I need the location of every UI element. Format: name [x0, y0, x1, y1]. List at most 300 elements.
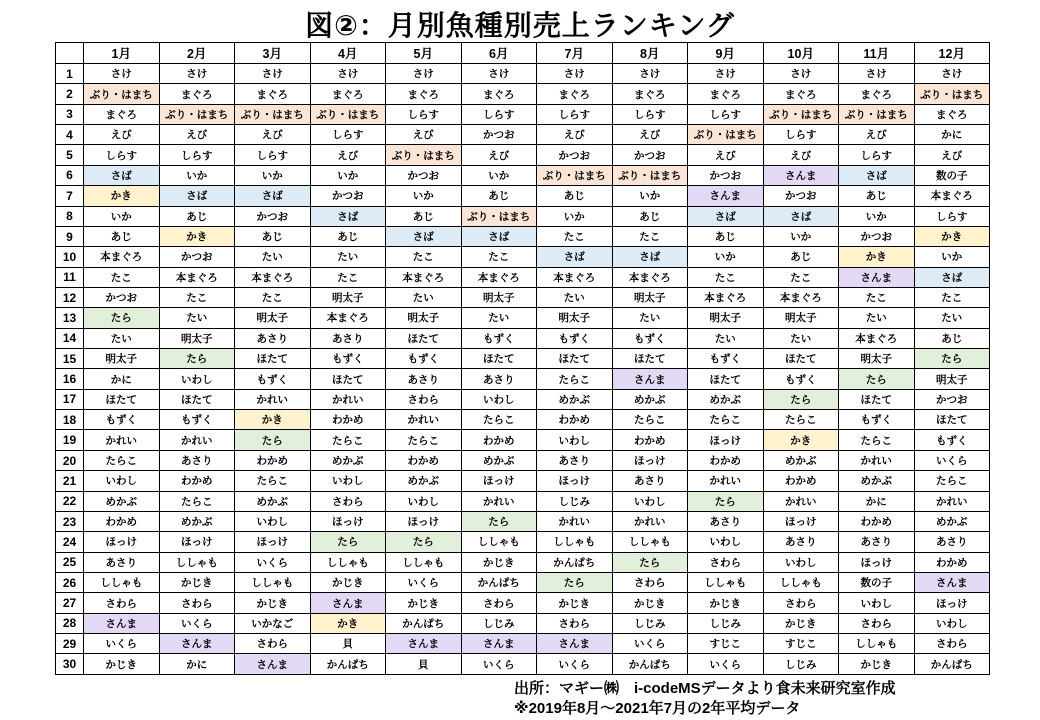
table-row [56, 186, 990, 206]
species-cell: ほっけ [310, 511, 386, 531]
species-cell: さわら [839, 613, 915, 633]
species-cell: ししゃも [537, 532, 613, 552]
species-cell: たらこ [537, 369, 613, 389]
species-cell: えび [537, 125, 613, 145]
rank-cell: 18 [56, 410, 84, 430]
species-cell: かつお [763, 186, 839, 206]
species-cell: 明太子 [386, 308, 462, 328]
species-cell: めかぶ [235, 491, 311, 511]
species-cell: かつお [612, 145, 688, 165]
species-cell: たい [386, 287, 462, 307]
species-cell: いわし [310, 471, 386, 491]
species-cell: かつお [839, 226, 915, 246]
species-cell: いくら [386, 572, 462, 592]
species-cell: めかぶ [537, 389, 613, 409]
species-cell: さば [159, 186, 235, 206]
rank-cell: 27 [56, 593, 84, 613]
species-cell: いか [612, 186, 688, 206]
species-cell: さけ [763, 64, 839, 84]
species-cell: ほたて [159, 389, 235, 409]
table-row [56, 552, 990, 572]
species-cell: たら [537, 572, 613, 592]
species-cell: かじき [688, 593, 764, 613]
table-row [56, 410, 990, 430]
species-cell: えび [235, 125, 311, 145]
species-cell: さんま [763, 165, 839, 185]
species-cell: いわし [84, 471, 160, 491]
rank-cell: 1 [56, 64, 84, 84]
species-cell: さんま [914, 572, 990, 592]
species-cell: たこ [159, 287, 235, 307]
species-cell: さわら [914, 634, 990, 654]
species-cell: ほっけ [839, 552, 915, 572]
source-text: 出所：マギー㈱ i-codeMSデータより食未来研究室作成 [514, 680, 896, 697]
species-cell: まぐろ [461, 84, 537, 104]
species-cell: ししゃも [310, 552, 386, 572]
species-cell: かき [914, 226, 990, 246]
species-cell: あさり [763, 532, 839, 552]
species-cell: かに [84, 369, 160, 389]
species-cell: 本まぐろ [159, 267, 235, 287]
table-row [56, 267, 990, 287]
species-cell: たこ [914, 287, 990, 307]
species-cell: さんま [386, 634, 462, 654]
species-cell: さば [612, 247, 688, 267]
rank-cell: 10 [56, 247, 84, 267]
species-cell: さんま [537, 634, 613, 654]
species-cell: めかぶ [688, 389, 764, 409]
species-cell: さけ [612, 64, 688, 84]
species-cell: さば [688, 206, 764, 226]
species-cell: かんぱち [461, 572, 537, 592]
rank-cell: 7 [56, 186, 84, 206]
species-cell: あじ [914, 328, 990, 348]
species-cell: いか [839, 206, 915, 226]
species-cell: たこ [763, 267, 839, 287]
species-cell: さんま [839, 267, 915, 287]
species-cell: あじ [461, 186, 537, 206]
species-cell: さわら [235, 634, 311, 654]
species-cell: わかめ [84, 511, 160, 531]
species-cell: たら [763, 389, 839, 409]
species-cell: さんま [235, 654, 311, 675]
species-cell: ほっけ [537, 471, 613, 491]
species-cell: いか [386, 186, 462, 206]
species-cell: しじみ [763, 654, 839, 675]
species-cell: ぶり・はまち [386, 145, 462, 165]
species-cell: しらす [612, 104, 688, 124]
species-cell: さば [763, 206, 839, 226]
species-cell: たこ [537, 226, 613, 246]
species-cell: たこ [612, 226, 688, 246]
species-cell: ほっけ [763, 511, 839, 531]
table-row [56, 369, 990, 389]
species-cell: まぐろ [763, 84, 839, 104]
species-cell: しじみ [461, 613, 537, 633]
species-cell: ほっけ [688, 430, 764, 450]
species-cell: ほたて [763, 349, 839, 369]
month-header: 8月 [612, 43, 688, 64]
species-cell: しじみ [612, 613, 688, 633]
species-cell: わかめ [386, 450, 462, 470]
species-cell: まぐろ [839, 84, 915, 104]
species-cell: 明太子 [159, 328, 235, 348]
species-cell: しらす [84, 145, 160, 165]
species-cell: あさり [537, 450, 613, 470]
species-cell: えび [84, 125, 160, 145]
species-cell: かじき [461, 552, 537, 572]
month-header: 1月 [84, 43, 160, 64]
species-cell: かんぱち [310, 654, 386, 675]
species-cell: たらこ [235, 471, 311, 491]
species-cell: えび [159, 125, 235, 145]
rank-cell: 11 [56, 267, 84, 287]
species-cell: わかめ [914, 552, 990, 572]
species-cell: ぶり・はまち [688, 125, 764, 145]
species-cell: さけ [839, 64, 915, 84]
species-cell: もずく [159, 410, 235, 430]
species-cell: 数の子 [839, 572, 915, 592]
species-cell: かれい [914, 491, 990, 511]
species-cell: わかめ [159, 471, 235, 491]
species-cell: さけ [159, 64, 235, 84]
species-cell: かじき [763, 613, 839, 633]
species-cell: あさり [688, 511, 764, 531]
month-header: 5月 [386, 43, 462, 64]
species-cell: ぶり・はまち [839, 104, 915, 124]
species-cell: さけ [461, 64, 537, 84]
species-cell: かつお [386, 165, 462, 185]
species-cell: かき [839, 247, 915, 267]
species-cell: ほっけ [84, 532, 160, 552]
species-cell: もずく [688, 349, 764, 369]
species-cell: あさり [461, 369, 537, 389]
footer [514, 679, 974, 719]
species-cell: いわし [235, 511, 311, 531]
species-cell: ししゃも [159, 552, 235, 572]
species-cell: ぶり・はまち [84, 84, 160, 104]
species-cell: ほっけ [235, 532, 311, 552]
species-cell: あじ [688, 226, 764, 246]
table-row [56, 125, 990, 145]
ranking-table [55, 42, 990, 675]
species-cell: さわら [310, 491, 386, 511]
species-cell: わかめ [235, 450, 311, 470]
species-cell: ししゃも [688, 572, 764, 592]
species-cell: かじき [159, 572, 235, 592]
species-cell: 明太子 [235, 308, 311, 328]
species-cell: まぐろ [386, 84, 462, 104]
table-row [56, 84, 990, 104]
species-cell: かんぱち [386, 613, 462, 633]
species-cell: かつお [537, 145, 613, 165]
species-cell: いわし [914, 613, 990, 633]
species-cell: 明太子 [763, 308, 839, 328]
species-cell: かんぱち [914, 654, 990, 675]
rank-cell: 26 [56, 572, 84, 592]
species-cell: めかぶ [386, 471, 462, 491]
species-cell: しじみ [537, 491, 613, 511]
species-cell: ししゃも [839, 634, 915, 654]
species-cell: たい [159, 308, 235, 328]
species-cell: めかぶ [763, 450, 839, 470]
species-cell: 本まぐろ [235, 267, 311, 287]
species-cell: いわし [461, 389, 537, 409]
species-cell: たら [159, 349, 235, 369]
species-cell: ほっけ [386, 511, 462, 531]
species-cell: かつお [84, 287, 160, 307]
species-cell: あさり [839, 532, 915, 552]
species-cell: かんぱち [537, 552, 613, 572]
species-cell: たこ [839, 287, 915, 307]
species-cell: えび [763, 145, 839, 165]
species-cell: たらこ [839, 430, 915, 450]
species-cell: ししゃも [461, 532, 537, 552]
species-cell: あさり [310, 328, 386, 348]
species-cell: 本まぐろ [612, 267, 688, 287]
species-cell: いくら [537, 654, 613, 675]
species-cell: あさり [914, 532, 990, 552]
species-cell: かれい [386, 410, 462, 430]
species-cell: 本まぐろ [537, 267, 613, 287]
species-cell: さわら [612, 572, 688, 592]
species-cell: たい [612, 308, 688, 328]
species-cell: ぶり・はまち [612, 165, 688, 185]
rank-cell: 12 [56, 287, 84, 307]
species-cell: かき [84, 186, 160, 206]
species-cell: たい [914, 308, 990, 328]
species-cell: たら [310, 532, 386, 552]
species-cell: えび [839, 125, 915, 145]
species-cell: ぶり・はまち [537, 165, 613, 185]
table-row [56, 145, 990, 165]
species-cell: いか [688, 247, 764, 267]
species-cell: たら [235, 430, 311, 450]
species-cell: たい [310, 247, 386, 267]
species-cell: しらす [159, 145, 235, 165]
species-cell: まぐろ [688, 84, 764, 104]
species-cell: いか [235, 165, 311, 185]
species-cell: 明太子 [688, 308, 764, 328]
species-cell: たら [461, 511, 537, 531]
species-cell: さば [386, 226, 462, 246]
species-cell: あさり [386, 369, 462, 389]
species-cell: いくら [84, 634, 160, 654]
species-cell: さわら [159, 593, 235, 613]
species-cell: さば [461, 226, 537, 246]
species-cell: もずく [386, 349, 462, 369]
species-cell: ほっけ [461, 471, 537, 491]
corner-cell [56, 43, 84, 64]
month-header: 3月 [235, 43, 311, 64]
rank-cell: 14 [56, 328, 84, 348]
species-cell: たこ [461, 247, 537, 267]
species-cell: さんま [612, 369, 688, 389]
species-cell: さけ [310, 64, 386, 84]
species-cell: 明太子 [839, 349, 915, 369]
species-cell: いわし [159, 369, 235, 389]
species-cell: えび [612, 125, 688, 145]
species-cell: いわし [386, 491, 462, 511]
month-header: 9月 [688, 43, 764, 64]
species-cell: 貝 [386, 654, 462, 675]
species-cell: しらす [688, 104, 764, 124]
species-cell: 数の子 [914, 165, 990, 185]
month-header: 10月 [763, 43, 839, 64]
species-cell: もずく [84, 410, 160, 430]
species-cell: あさり [159, 450, 235, 470]
species-cell: しらす [386, 104, 462, 124]
species-cell: めかぶ [159, 511, 235, 531]
species-cell: えび [461, 145, 537, 165]
species-cell: さわら [461, 593, 537, 613]
species-cell: しらす [914, 206, 990, 226]
species-cell: かつお [461, 125, 537, 145]
species-cell: いわし [688, 532, 764, 552]
species-cell: かつお [688, 165, 764, 185]
species-cell: いか [537, 206, 613, 226]
species-cell: 明太子 [537, 308, 613, 328]
species-cell: さけ [84, 64, 160, 84]
species-cell: さば [839, 165, 915, 185]
species-cell: さば [235, 186, 311, 206]
species-cell: たらこ [688, 410, 764, 430]
species-cell: しらす [763, 125, 839, 145]
species-cell: まぐろ [612, 84, 688, 104]
species-cell: かじき [612, 593, 688, 613]
species-cell: えび [688, 145, 764, 165]
table-row [56, 104, 990, 124]
species-cell: いくら [235, 552, 311, 572]
rank-cell: 19 [56, 430, 84, 450]
species-cell: 明太子 [84, 349, 160, 369]
rank-cell: 5 [56, 145, 84, 165]
species-cell: もずく [461, 328, 537, 348]
species-cell: たこ [386, 247, 462, 267]
month-header: 4月 [310, 43, 386, 64]
species-cell: さけ [688, 64, 764, 84]
species-cell: さわら [688, 552, 764, 572]
species-cell: たい [461, 308, 537, 328]
table-row [56, 532, 990, 552]
species-cell: まぐろ [235, 84, 311, 104]
species-cell: かじき [386, 593, 462, 613]
species-cell: たらこ [914, 471, 990, 491]
species-cell: すじこ [763, 634, 839, 654]
species-cell: さわら [537, 613, 613, 633]
species-cell: もずく [537, 328, 613, 348]
table-row [56, 287, 990, 307]
species-cell: かんぱち [612, 654, 688, 675]
species-cell: たら [84, 308, 160, 328]
species-cell: 本まぐろ [310, 308, 386, 328]
species-cell: かき [310, 613, 386, 633]
species-cell: しらす [235, 145, 311, 165]
table-row [56, 349, 990, 369]
species-cell: さんま [688, 186, 764, 206]
rank-cell: 17 [56, 389, 84, 409]
species-cell: かれい [159, 430, 235, 450]
rank-cell: 2 [56, 84, 84, 104]
table-row [56, 572, 990, 592]
table-row [56, 613, 990, 633]
table-row [56, 634, 990, 654]
species-cell: ほっけ [159, 532, 235, 552]
species-cell: わかめ [839, 511, 915, 531]
species-cell: あじ [235, 226, 311, 246]
header-row [56, 43, 990, 64]
species-cell: たい [688, 328, 764, 348]
species-cell: あじ [763, 247, 839, 267]
species-cell: たらこ [612, 410, 688, 430]
species-cell: たらこ [84, 450, 160, 470]
species-cell: かじき [84, 654, 160, 675]
species-cell: わかめ [612, 430, 688, 450]
species-cell: あじ [159, 206, 235, 226]
species-cell: すじこ [688, 634, 764, 654]
table-row [56, 389, 990, 409]
rank-cell: 3 [56, 104, 84, 124]
species-cell: 本まぐろ [386, 267, 462, 287]
rank-cell: 8 [56, 206, 84, 226]
rank-cell: 9 [56, 226, 84, 246]
species-cell: わかめ [537, 410, 613, 430]
species-cell: さわら [386, 389, 462, 409]
species-cell: かに [914, 125, 990, 145]
species-cell: いか [310, 165, 386, 185]
species-cell: かに [839, 491, 915, 511]
species-cell: いわし [537, 430, 613, 450]
species-cell: 明太子 [310, 287, 386, 307]
species-cell: わかめ [461, 430, 537, 450]
species-cell: さけ [235, 64, 311, 84]
table-body [56, 64, 990, 675]
species-cell: さんま [461, 634, 537, 654]
rank-cell: 28 [56, 613, 84, 633]
species-cell: あじ [537, 186, 613, 206]
species-cell: 明太子 [461, 287, 537, 307]
table-row [56, 491, 990, 511]
species-cell: ほっけ [914, 593, 990, 613]
species-cell: たい [537, 287, 613, 307]
species-cell: あじ [84, 226, 160, 246]
species-cell: まぐろ [310, 84, 386, 104]
rank-cell: 6 [56, 165, 84, 185]
species-cell: かれい [235, 389, 311, 409]
species-cell: もずく [839, 410, 915, 430]
species-cell: さわら [84, 593, 160, 613]
species-cell: しじみ [688, 613, 764, 633]
species-cell: かじき [537, 593, 613, 613]
species-cell: ほたて [235, 349, 311, 369]
species-cell: かじき [839, 654, 915, 675]
species-cell: いか [84, 206, 160, 226]
species-cell: ほたて [386, 328, 462, 348]
species-cell: いくら [688, 654, 764, 675]
species-cell: もずく [914, 430, 990, 450]
species-cell: もずく [763, 369, 839, 389]
species-cell: しらす [461, 104, 537, 124]
species-cell: 本まぐろ [914, 186, 990, 206]
species-cell: 明太子 [914, 369, 990, 389]
species-cell: かじき [310, 572, 386, 592]
species-cell: いわし [763, 552, 839, 572]
species-cell: 本まぐろ [839, 328, 915, 348]
table-row [56, 593, 990, 613]
species-cell: 明太子 [612, 287, 688, 307]
table-row [56, 226, 990, 246]
species-cell: ほたて [688, 369, 764, 389]
